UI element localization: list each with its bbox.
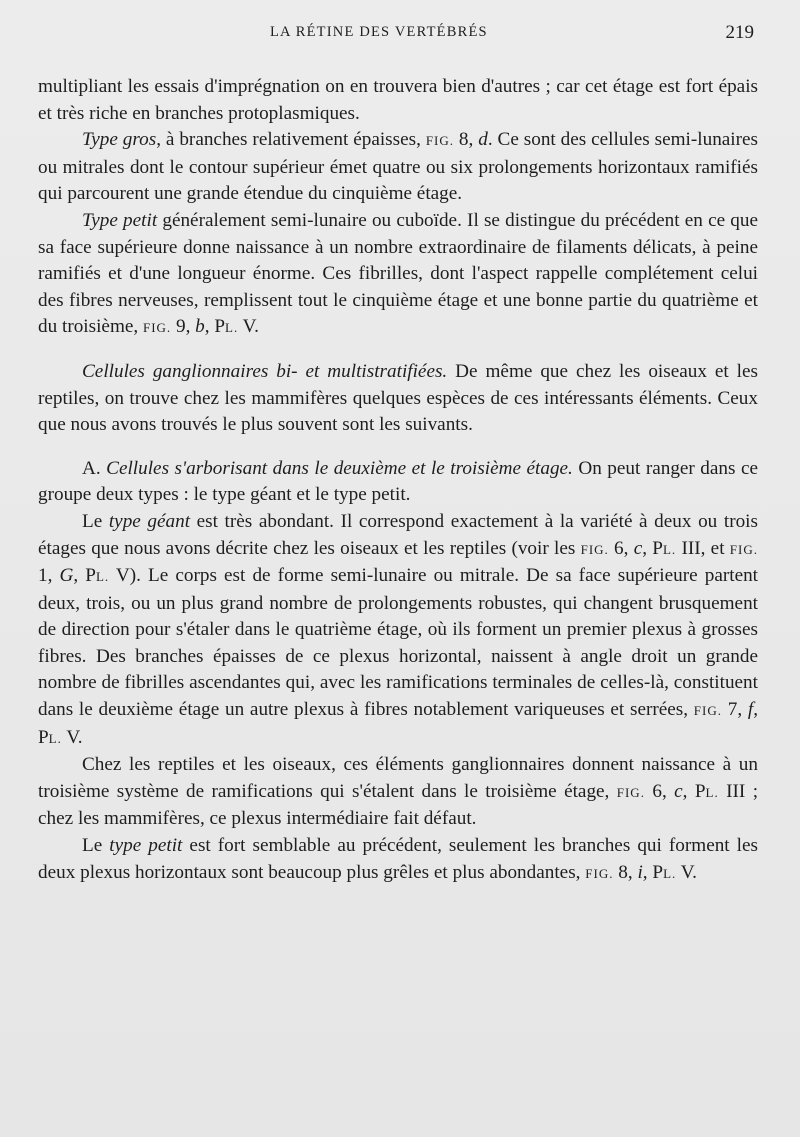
text-run: , P	[682, 780, 706, 802]
text-run: , P	[642, 861, 664, 883]
text-run: 8,	[454, 129, 479, 151]
page-number: 219	[725, 22, 754, 43]
text-run: 7,	[722, 699, 748, 721]
text-run: Le	[82, 835, 110, 857]
text-run: Chez les reptiles et les oiseaux, ces éléments ganglionnaires donnent naissance à un troisième système de ramifications qui s'étalent dans le troisième étage,	[38, 754, 758, 802]
italic-text: b	[195, 316, 205, 338]
small-caps-text: FIG.	[729, 541, 758, 557]
paragraph	[38, 74, 758, 127]
text-run: V.	[238, 316, 259, 338]
text-run: . Ce sont des cellules semi-lunaires ou mitrales dont le contour supérieur émet quatre ou six prolongements horizontaux ramifiés qui parcourent une grande étendue du cinquième étage.	[38, 129, 759, 205]
small-caps-text: L.	[48, 730, 62, 746]
text-run: 6,	[644, 780, 675, 802]
paragraph	[38, 833, 758, 887]
text-run: 8,	[613, 861, 638, 883]
paragraph	[38, 456, 758, 509]
small-caps-text: L.	[225, 320, 239, 336]
text-run: 1,	[38, 565, 60, 587]
text-run: multipliant les essais d'imprégnation on en trouvera bien d'autres ; car cet étage est fort épais et très riche en branches protoplasmiques.	[38, 76, 758, 124]
text-run: III, et	[676, 537, 730, 559]
paragraph	[38, 208, 758, 342]
text-run: , à branches relativement épaisses,	[156, 129, 426, 151]
small-caps-text: FIG.	[425, 133, 455, 149]
italic-text: c	[633, 537, 643, 559]
text-run: V.	[676, 861, 697, 883]
small-caps-text: FIG.	[580, 541, 609, 557]
text-run: est fort semblable au précédent, seulement les branches qui forment les deux plexus horizontaux sont beaucoup plus grêles et plus abondantes,	[38, 835, 758, 883]
small-caps-text: FIG.	[616, 784, 645, 800]
paragraph	[38, 509, 758, 752]
page-header	[0, 22, 800, 52]
text-run: On peut ranger dans ce groupe deux types : le type géant et le type petit.	[38, 457, 759, 506]
italic-text: Type gros	[82, 129, 157, 151]
paragraph	[38, 127, 758, 208]
text-run: V.	[61, 726, 83, 748]
small-caps-text: FIG.	[142, 320, 172, 336]
paragraph-gap	[38, 342, 758, 359]
text-run: Le	[82, 510, 109, 532]
text-run: , P	[38, 699, 758, 748]
italic-text: Type petit	[82, 209, 158, 231]
text-run: III ; chez les mammifères, ce plexus intermédiaire fait défaut.	[38, 780, 759, 830]
running-head: LA RÉTINE DES VERTÉBRÉS	[270, 24, 488, 40]
paragraph	[38, 359, 758, 439]
small-caps-text: L.	[705, 784, 719, 800]
small-caps-text: FIG.	[693, 703, 722, 719]
italic-text: type géant	[108, 510, 191, 532]
italic-text: type petit	[109, 835, 183, 857]
italic-text: d	[478, 129, 488, 151]
italic-text: Cellules s'arborisant dans le deuxième et le troisième étage.	[106, 457, 573, 479]
small-caps-text: L.	[663, 865, 677, 881]
text-run: 9,	[171, 316, 196, 338]
text-run: est très abondant. Il correspond exactement à la variété à deux ou trois étages que nous avons décrite chez les oiseaux et les reptiles (voir les	[38, 510, 758, 559]
text-run: A.	[82, 457, 107, 479]
text-run: V). Le corps est de forme semi-lunaire ou mitrale. De sa face supérieure partent deux, trois, ou un plus grand nombre de prolongements robustes, qui changent brusquement de direction pour s'étaler dans le quatrième étage, où ils forment un premier plexus à grosses fibres. Des branches épaisses de ce plexus horizontal, naissent à angle droit un grande nombre de fibrilles ascendantes qui, avec les ramifications terminales de celles-là, constituent dans le deuxième étage un autre plexus à fibres notablement variqueuses et serrées,	[38, 565, 759, 721]
italic-text: f	[747, 699, 754, 721]
italic-text: i	[637, 861, 643, 883]
text-run: , P	[642, 537, 663, 559]
small-caps-text: L.	[95, 569, 110, 585]
paragraph	[38, 752, 758, 833]
italic-text: c	[674, 780, 683, 802]
paragraph-gap	[38, 439, 758, 456]
italic-text: G	[59, 565, 74, 587]
body-text	[38, 74, 758, 887]
text-run: De même que chez les oiseaux et les reptiles, on trouve chez les mammifères quelques espèces de ces intéressants éléments. Ceux que nous avons trouvés le plus souvent sont les suivants.	[38, 360, 758, 436]
text-run: généralement semi-lunaire ou cuboïde. Il se distingue du précédent en ce que sa face supérieure donne naissance à un nombre extraordinaire de filaments délicats, à peine ramifiés et d'une longueur énorme. Ces fibrilles, dont l'aspect rappelle complétement celui des fibres nerveuses, remplissent tout le cinquième étage et une bonne partie du quatrième et du troisième,	[38, 209, 758, 338]
small-caps-text: FIG.	[585, 865, 614, 881]
italic-text: Cellules ganglionnaires bi- et multistratifiées.	[82, 360, 448, 382]
text-run: , P	[73, 565, 96, 587]
text-run: , P	[204, 316, 226, 338]
small-caps-text: L.	[662, 541, 677, 557]
text-run: 6,	[608, 537, 634, 559]
